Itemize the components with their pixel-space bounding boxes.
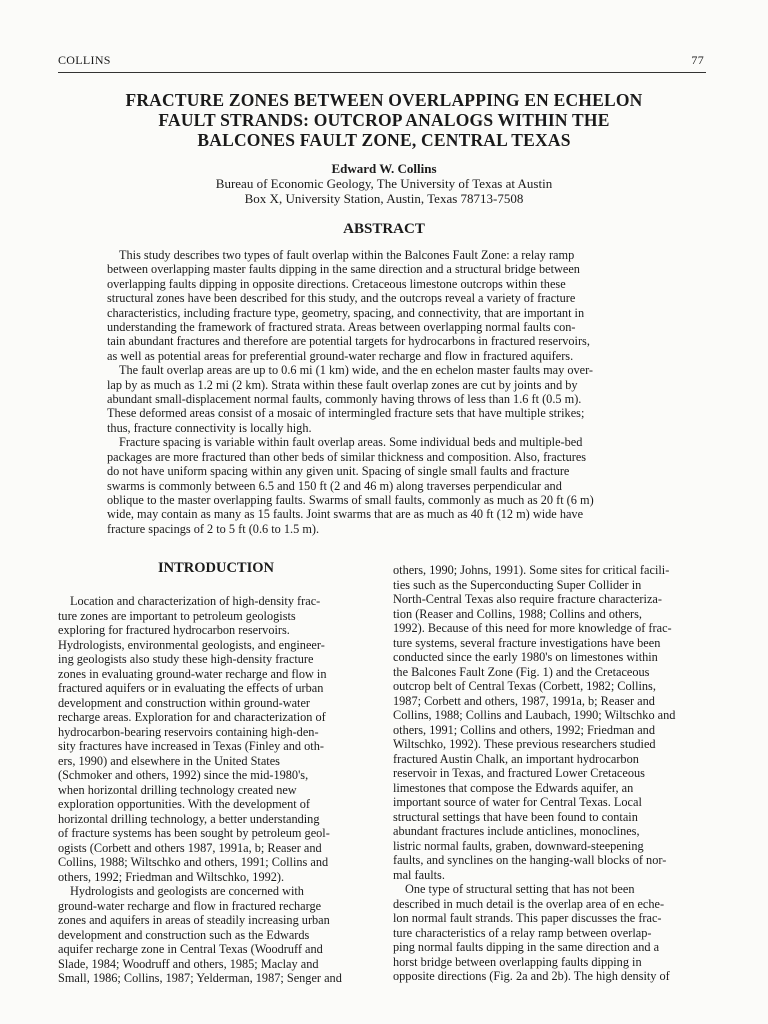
- paragraph-line: outcrop belt of Central Texas (Corbett, 1982; Collins,: [393, 679, 656, 693]
- abstract-line: These deformed areas consist of a mosaic of intermingled fracture sets that have multiple strikes;: [107, 406, 585, 421]
- abstract-line: This study describes two types of fault overlap within the Balcones Fault Zone: a relay ramp: [119, 248, 575, 262]
- paragraph-line: Hydrologists and geologists are concerned with: [70, 884, 304, 898]
- abstract-line: abundant small-displacement normal faults, commonly having throws of less than 1.6 ft (0.5 m).: [107, 392, 582, 407]
- paragraph-line: fractured Austin Chalk, an important hydrocarbon: [393, 751, 639, 766]
- title-line: FRACTURE ZONES BETWEEN OVERLAPPING EN ECHELON: [125, 90, 643, 110]
- author-name: Edward W. Collins: [331, 161, 437, 176]
- paper-title: [80, 90, 688, 150]
- paragraph-line: faults, and synclines on the hanging-wall blocks of nor-: [393, 853, 667, 867]
- title-line: BALCONES FAULT ZONE, CENTRAL TEXAS: [197, 130, 571, 150]
- paragraph-line: sity fractures have increased in Texas (Finley and oth-: [58, 739, 324, 753]
- paragraph-line: fractured aquifers or in evaluating the effects of urban: [58, 681, 324, 695]
- paragraph-line: development and construction such as the Edwards: [58, 927, 310, 942]
- paragraph-line: structural settings that have been found to contain: [393, 809, 638, 824]
- right-column: [393, 563, 709, 984]
- paragraph-line: recharge areas. Exploration for and characterization of: [58, 710, 326, 724]
- paragraph-line: ers, 1990) and elsewhere in the United States: [58, 753, 280, 768]
- abstract-line: understanding the framework of fractured strata. Areas between overlapping normal faults con-: [107, 320, 576, 335]
- paragraph-line: North-Central Texas also require fracture characteriza-: [393, 592, 662, 606]
- paragraph-line: mal faults.: [393, 867, 445, 882]
- paragraph-line: when horizontal drilling technology created new: [58, 782, 297, 797]
- paragraph-line: Wiltschko, 1992). These previous researchers studied: [393, 737, 656, 751]
- page-number: 77: [691, 53, 704, 67]
- header-rule: [58, 72, 706, 73]
- paragraph-line: ground-water recharge and flow in fractured recharge: [58, 898, 322, 913]
- paragraph-line: zones and aquifers in areas of steadily increasing urban: [58, 913, 330, 927]
- abstract-line: swarms is commonly between 6.5 and 150 ft (2 and 46 m) along traverses perpendicular and: [107, 478, 562, 493]
- paragraph-line: Slade, 1984; Woodruff and others, 1985; Maclay and: [58, 956, 319, 971]
- paragraph-line: ing geologists also study these high-density fracture: [58, 652, 314, 666]
- paragraph-line: ping normal faults dipping in the same direction and a: [393, 940, 660, 954]
- paragraph-line: abundant fractures include anticlines, monoclines,: [393, 824, 640, 838]
- paragraph-line: aquifer recharge zone in Central Texas (Woodruff and: [58, 942, 323, 956]
- paragraph-line: tion (Reaser and Collins, 1988; Collins and others,: [393, 606, 642, 621]
- paragraph-line: the Balcones Fault Zone (Fig. 1) and the Cretaceous: [393, 664, 650, 679]
- paragraph-line: of fracture systems has been sought by petroleum geol-: [58, 826, 330, 840]
- introduction-heading: INTRODUCTION: [157, 560, 274, 576]
- paragraph-line: conducted since the early 1980's on limestones within: [393, 650, 658, 664]
- abstract-line: wide, may contain as many as 15 faults. Joint swarms that are as much as 40 ft (12 m) wide have: [107, 507, 584, 522]
- abstract-line: overlapping faults dipping in opposite directions. Cretaceous limestone outcrops within these: [107, 276, 566, 291]
- paragraph-line: others, 1992; Friedman and Wiltschko, 1992).: [58, 869, 285, 884]
- paragraph-line: exploration opportunities. With the development of: [58, 797, 310, 811]
- author-block: [80, 161, 688, 206]
- running-head: [58, 53, 704, 71]
- author-address: Box X, University Station, Austin, Texas 78713-7508: [244, 191, 524, 206]
- abstract-line: fracture spacings of 2 to 5 ft (0.6 to 1.5 m).: [107, 521, 320, 536]
- paragraph-line: development and construction within ground-water: [58, 695, 311, 710]
- paragraph-line: ture zones are important to petroleum geologists: [58, 608, 296, 623]
- paragraph-line: lon normal fault strands. This paper discusses the frac-: [393, 911, 662, 925]
- paragraph-line: others, 1990; Johns, 1991). Some sites for critical facili-: [393, 563, 670, 577]
- paragraph-line: Hydrologists, environmental geologists, and engineer-: [58, 637, 325, 652]
- abstract-line: Fracture spacing is variable within fault overlap areas. Some individual beds and multiple-bed: [119, 435, 583, 450]
- paragraph-line: described in much detail is the overlap area of en eche-: [393, 896, 665, 911]
- abstract-line: thus, fracture connectivity is locally high.: [107, 420, 312, 435]
- left-column: [58, 560, 374, 986]
- paragraph-line: opposite directions (Fig. 2a and 2b). The high density of: [393, 969, 670, 983]
- paragraph-line: One type of structural setting that has not been: [405, 882, 635, 896]
- paragraph-line: Small, 1986; Collins, 1987; Yelderman, 1987; Senger and: [58, 971, 342, 985]
- paragraph-line: ture characteristics of a relay ramp between overlap-: [393, 925, 652, 940]
- paragraph-line: ogists (Corbett and others 1987, 1991a, b; Reaser and: [58, 840, 322, 855]
- paragraph-line: horizontal drilling technology, a better understanding: [58, 811, 320, 826]
- paragraph-line: others, 1991; Collins and others, 1992; Friedman and: [393, 722, 655, 737]
- paragraph-line: important source of water for Central Texas. Local: [393, 795, 642, 809]
- left-column-text: [58, 594, 374, 986]
- right-column-text: [393, 563, 709, 984]
- abstract-line: lap by as much as 1.2 mi (2 km). Strata within these fault overlap zones are cut by joints and by: [107, 377, 578, 392]
- abstract-body: [107, 248, 656, 536]
- paragraph-line: Location and characterization of high-density frac-: [70, 594, 321, 608]
- paragraph-line: limestones that compose the Edwards aquifer, an: [393, 780, 634, 795]
- paragraph-line: ties such as the Superconducting Super Collider in: [393, 577, 642, 592]
- abstract-heading: ABSTRACT: [343, 221, 425, 237]
- abstract-line: packages are more fractured than other beds of similar thickness and composition. Also, fractures: [107, 449, 587, 464]
- running-head-author: COLLINS: [58, 53, 111, 67]
- abstract-line: The fault overlap areas are up to 0.6 mi (1 km) wide, and the en echelon master faults may over-: [119, 363, 594, 378]
- paragraph-line: 1992). Because of this need for more knowledge of frac-: [393, 621, 672, 635]
- abstract-line: characteristics, including fracture type, geometry, spacing, and connectivity, that are important in: [107, 305, 585, 320]
- paragraph-line: hydrocarbon-bearing reservoirs containing high-den-: [58, 724, 319, 739]
- paragraph-line: Collins, 1988; Collins and Laubach, 1990; Wiltschko and: [393, 708, 676, 722]
- author-affiliation: Bureau of Economic Geology, The University of Texas at Austin: [215, 176, 553, 191]
- abstract-line: tain abundant fractures and therefore are potential targets for hydrocarbons in fractured reservoirs,: [107, 334, 590, 349]
- abstract-line: structural zones have been described for this study, and the outcrops reveal a variety of fracture: [107, 291, 576, 306]
- paragraph-line: (Schmoker and others, 1992) since the mid-1980's,: [58, 768, 309, 782]
- paragraph-line: reservoir in Texas, and fractured Lower Cretaceous: [393, 766, 645, 780]
- abstract-line: between overlapping master faults dipping in the same direction and a structural bridge between: [107, 262, 580, 277]
- paragraph-line: ture systems, several fracture investigations have been: [393, 635, 661, 650]
- abstract-line: oblique to the master overlapping faults. Swarms of small faults, commonly as much as 20 ft (6 m): [107, 492, 594, 507]
- paragraph-line: 1987; Corbett and others, 1987, 1991a, b; Reaser and: [393, 693, 655, 708]
- title-line: FAULT STRANDS: OUTCROP ANALOGS WITHIN THE: [158, 110, 610, 130]
- abstract-line: do not have uniform spacing within any given unit. Spacing of single small faults and fracture: [107, 464, 570, 479]
- paragraph-line: exploring for fractured hydrocarbon reservoirs.: [58, 623, 290, 637]
- paragraph-line: zones in evaluating ground-water recharge and flow in: [58, 666, 327, 681]
- paragraph-line: horst bridge between overlapping faults dipping in: [393, 954, 642, 969]
- paragraph-line: Collins, 1988; Wiltschko and others, 1991; Collins and: [58, 855, 329, 869]
- abstract-line: as well as potential areas for preferential ground-water recharge and flow in fractured aquifers.: [107, 348, 574, 363]
- paragraph-line: listric normal faults, graben, downward-steepening: [393, 838, 644, 853]
